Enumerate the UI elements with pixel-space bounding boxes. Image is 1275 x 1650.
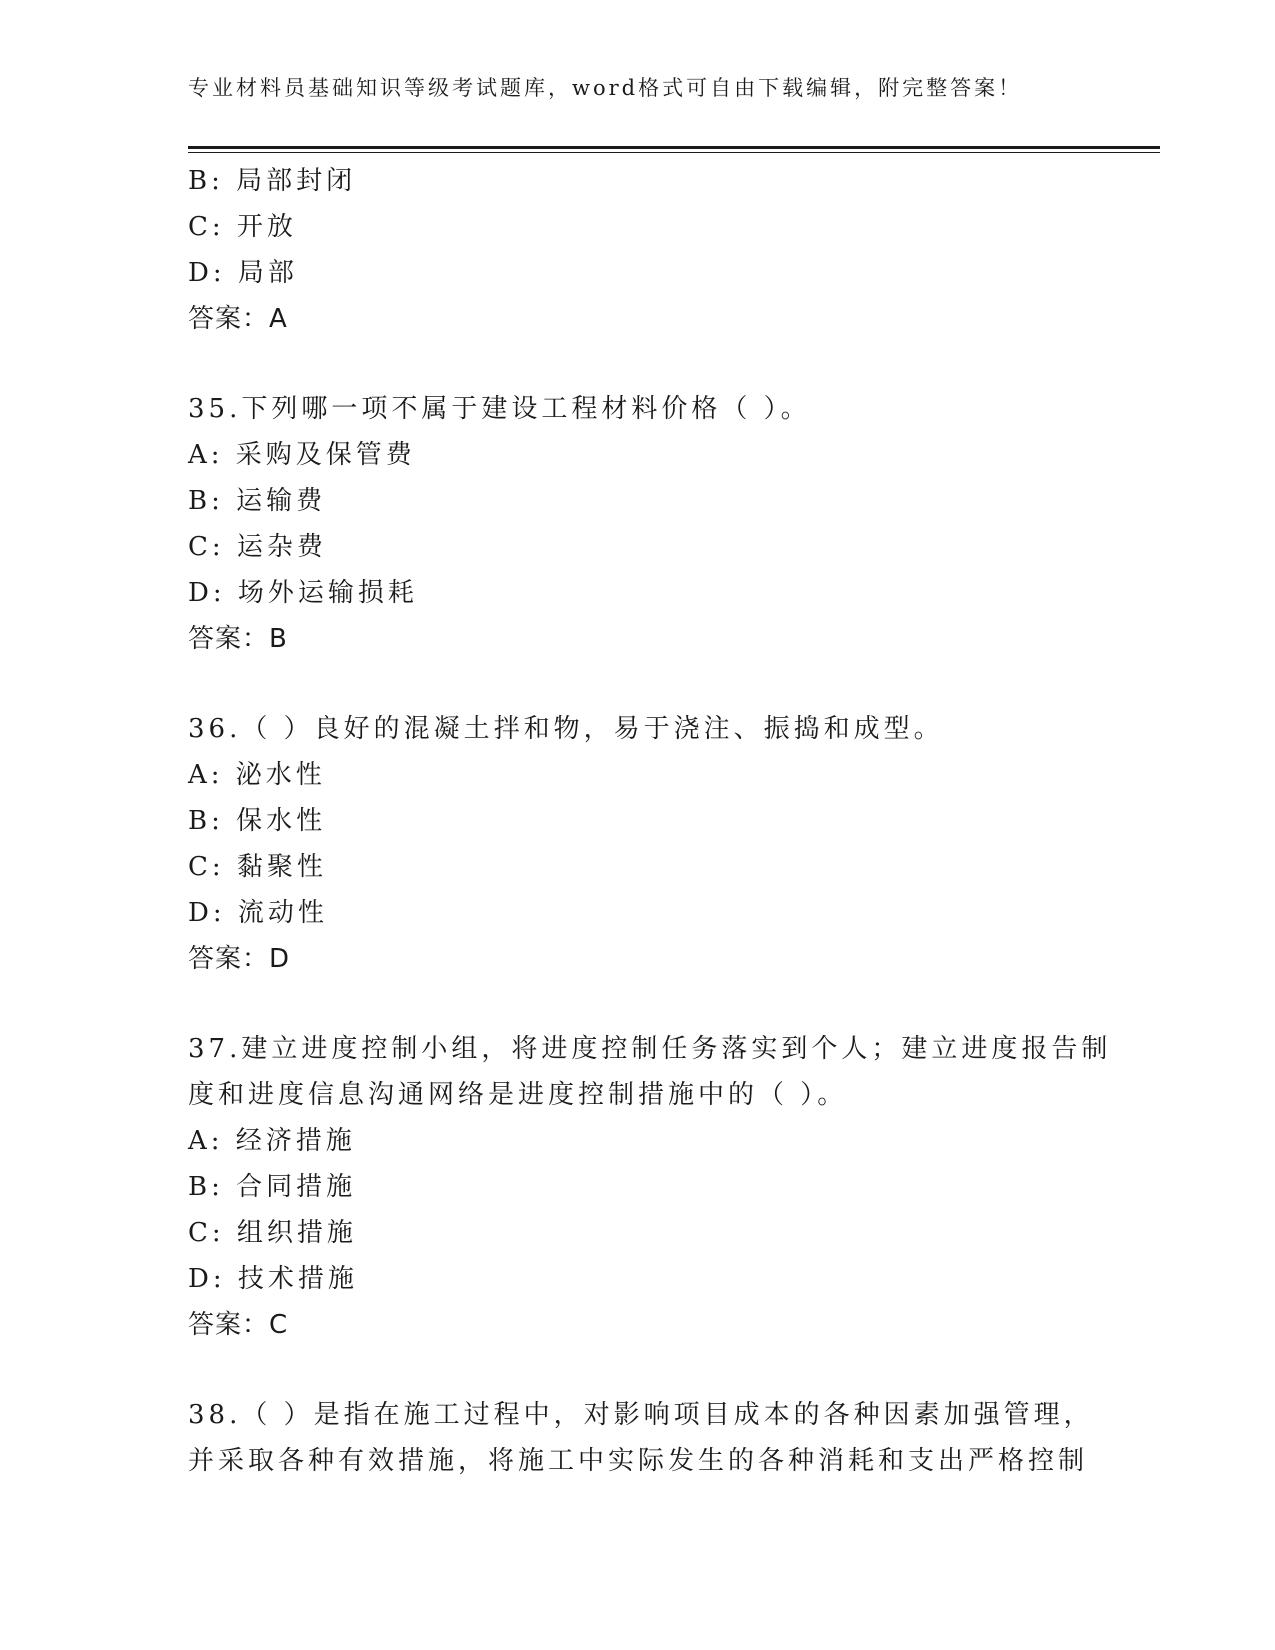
answer: 答案：B bbox=[188, 624, 288, 654]
question-35 bbox=[188, 386, 1128, 662]
option-a: A: 经济措施 bbox=[188, 1126, 356, 1156]
header-rule-thick bbox=[188, 146, 1160, 149]
document-body bbox=[188, 158, 1128, 1484]
question-text: 35.下列哪一项不属于建设工程材料价格（ ）。 bbox=[188, 394, 811, 424]
question-34-continued bbox=[188, 158, 1128, 342]
question-38 bbox=[188, 1392, 1128, 1484]
option-c: C: 黏聚性 bbox=[188, 852, 327, 882]
option-a: A: 泌水性 bbox=[188, 760, 326, 790]
option-d: D: 局部 bbox=[188, 258, 298, 288]
option-a: A: 采购及保管费 bbox=[188, 440, 416, 470]
option-c: C: 开放 bbox=[188, 212, 297, 242]
option-c: C: 组织措施 bbox=[188, 1218, 357, 1248]
page-header: 专业材料员基础知识等级考试题库，word格式可自由下载编辑，附完整答案！ bbox=[188, 76, 1023, 100]
question-text-line-2: 并采取各种有效措施，将施工中实际发生的各种消耗和支出严格控制 bbox=[188, 1446, 1089, 1476]
header-rule-thin bbox=[188, 152, 1160, 153]
answer: 答案：A bbox=[188, 304, 288, 334]
question-36 bbox=[188, 706, 1128, 982]
option-b: B: 运输费 bbox=[188, 486, 327, 516]
option-b: B: 局部封闭 bbox=[188, 166, 357, 196]
option-c: C: 运杂费 bbox=[188, 532, 327, 562]
question-text-line-2: 度和进度信息沟通网络是进度控制措施中的（ ）。 bbox=[188, 1080, 848, 1110]
option-b: B: 保水性 bbox=[188, 806, 327, 836]
option-d: D: 场外运输损耗 bbox=[188, 578, 418, 608]
question-text-line-1: 37.建立进度控制小组，将进度控制任务落实到个人；建立进度报告制 bbox=[188, 1034, 1112, 1064]
question-37 bbox=[188, 1026, 1128, 1348]
answer: 答案：D bbox=[188, 944, 291, 974]
option-d: D: 技术措施 bbox=[188, 1264, 358, 1294]
option-d: D: 流动性 bbox=[188, 898, 328, 928]
option-b: B: 合同措施 bbox=[188, 1172, 357, 1202]
question-text: 36.（ ）良好的混凝土拌和物，易于浇注、振捣和成型。 bbox=[188, 714, 944, 744]
question-text-line-1: 38.（ ）是指在施工过程中，对影响项目成本的各种因素加强管理， bbox=[188, 1400, 1094, 1430]
answer: 答案：C bbox=[188, 1310, 289, 1340]
